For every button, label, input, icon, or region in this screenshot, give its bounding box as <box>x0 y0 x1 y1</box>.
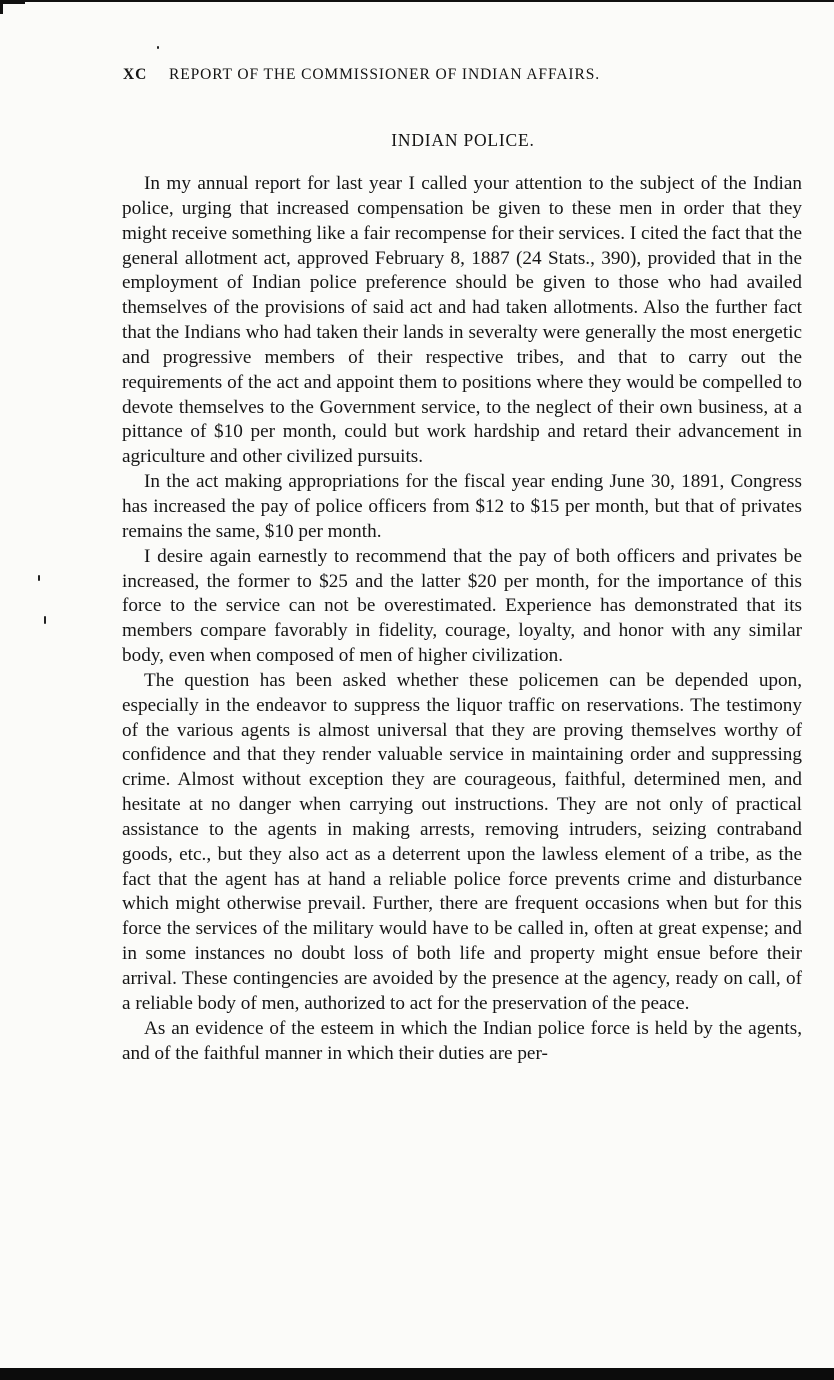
scan-speck <box>157 46 159 49</box>
paragraph: As an evidence of the esteem in which the Indian police force is held by the agents, and of the faithful manner in which their duties are per- <box>122 1017 802 1064</box>
scan-speck <box>38 575 40 581</box>
scan-speck <box>44 616 46 624</box>
paragraph: In my annual report for last year I called your attention to the subject of the Indian police, urging that increased compensation be given to these men in order that they might receive something like a fair recompense for their services. I cited the fact that the general allotment act, approved February 8, 1887 (24 Stats., 390), provided that in the employment of Indian police preference should be given to those who had availed themselves of the provisions of said act and had taken allotments. Also the further fact that the Indians who had taken their lands in severalty were generally the most energetic and progressive members of their respective tribes, and that to carry out the requirements of the act and appoint them to positions where they would be compelled to devote themselves to the Government service, to the neglect of their own business, at a pittance of $10 per month, could but work hardship and retard their advancement in agriculture and other civilized pursuits. <box>122 173 802 468</box>
paragraph: I desire again earnestly to recommend that the pay of both officers and privates be increased, the former to $25 and the latter $20 per month, for the importance of this force to the service can not be overestimated. Experience has demonstrated that its members compare favorably in fidelity, courage, loyalty, and honor with any similar body, even when composed of men of higher civilization. <box>122 545 802 667</box>
scan-corner-mark <box>0 0 25 14</box>
paragraph: In the act making appropriations for the fiscal year ending June 30, 1891, Congress has increased the pay of police officers from $12 to $15 per month, but that of privates remains the same, $10 per month. <box>122 471 802 542</box>
scan-top-edge <box>0 0 834 2</box>
body-text <box>122 172 802 1066</box>
page-folio: XC <box>123 66 148 83</box>
scan-bottom-edge <box>0 1368 834 1380</box>
running-title: REPORT OF THE COMMISSIONER OF INDIAN AFFAIRS. <box>169 66 601 83</box>
section-title: INDIAN POLICE. <box>391 130 535 150</box>
paragraph: The question has been asked whether these policemen can be depended upon, especially in the endeavor to suppress the liquor traffic on reservations. The testimony of the various agents is almost universal that they are proving themselves worthy of confidence and that they render valuable service in maintaining order and suppressing crime. Almost without exception they are courageous, faithful, determined men, and hesitate at no danger when carrying out instructions. They are not only of practical assistance to the agents in making arrests, removing intruders, seizing contraband goods, etc., but they also act as a deterrent upon the lawless element of a tribe, as the fact that the agent has at hand a reliable police force prevents crime and disturbance which might otherwise prevail. Further, there are frequent occasions when but for this force the services of the military would have to be called in, often at great expense; and in some instances no doubt loss of both life and property might ensue before their arrival. These contingencies are avoided by the presence at the agency, ready on call, of a reliable body of men, authorized to act for the preservation of the peace. <box>122 669 802 1014</box>
running-head <box>123 66 803 84</box>
